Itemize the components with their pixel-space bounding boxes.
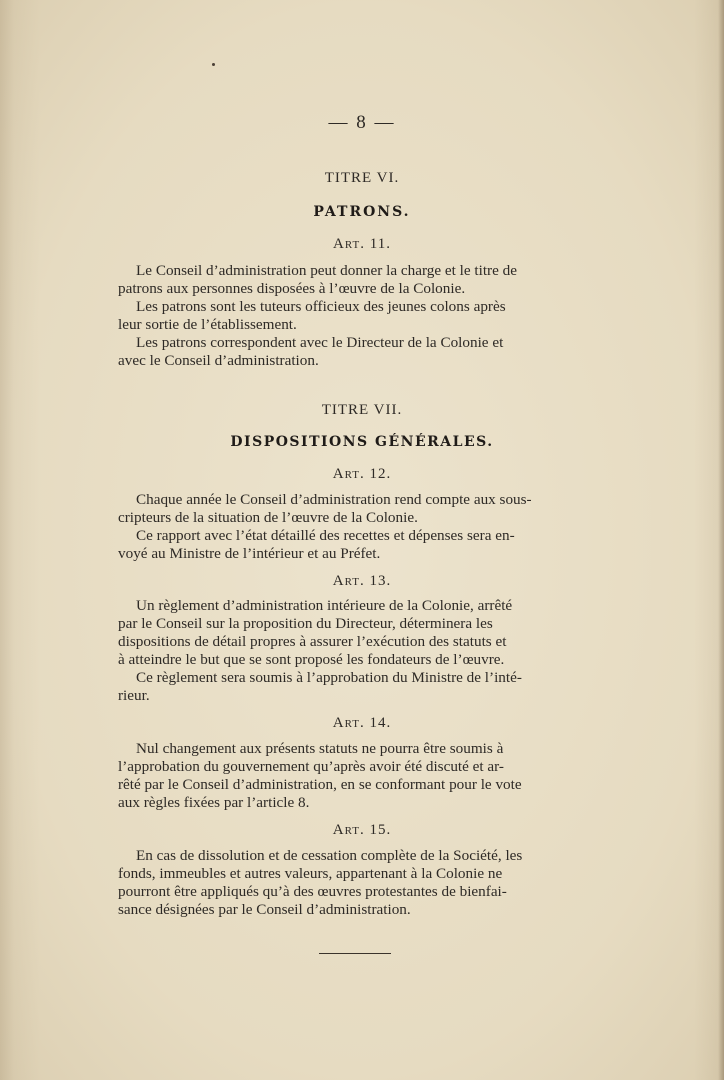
article-11-label: Art. 11.: [333, 236, 391, 252]
text-line: Nul changement aux présents statuts ne pourra être soumis à: [136, 740, 504, 757]
article-14-label: Art. 14.: [332, 715, 392, 731]
page-number: — 8 —: [328, 112, 396, 133]
text-line: dispositions de détail propres à assurer l’exécution des statuts et: [118, 633, 507, 650]
text-line: voyé au Ministre de l’intérieur et au Préfet.: [118, 545, 381, 562]
text-line: Ce rapport avec l’état détaillé des recettes et dépenses sera en-: [136, 527, 515, 544]
text-line: fonds, immeubles et autres valeurs, appartenant à la Colonie ne: [118, 865, 503, 882]
text-line: En cas de dissolution et de cessation complète de la Société, les: [136, 847, 523, 864]
titre-vii-title: TITRE VII.: [321, 402, 403, 418]
titre-vi-title: TITRE VI.: [324, 170, 400, 186]
text-line: Un règlement d’administration intérieure de la Colonie, arrêté: [136, 597, 513, 614]
article-14-text: [118, 740, 614, 812]
closing-rule: [319, 953, 391, 954]
text-line: rieur.: [118, 687, 150, 704]
ink-speck: [212, 63, 215, 66]
article-13-label: Art. 13.: [332, 573, 392, 589]
text-line: rêté par le Conseil d’administration, en se conformant pour le vote: [118, 776, 522, 793]
text-line: avec le Conseil d’administration.: [118, 352, 319, 369]
text-line: l’approbation du gouvernement qu’après avoir été discuté et ar-: [118, 758, 504, 775]
text-line: par le Conseil sur la proposition du Directeur, déterminera les: [118, 615, 493, 632]
article-11-text: [118, 262, 614, 370]
text-line: leur sortie de l’établissement.: [118, 316, 297, 333]
text-line: Les patrons sont les tuteurs officieux des jeunes colons après: [136, 298, 506, 315]
text-line: aux règles fixées par l’article 8.: [118, 794, 310, 811]
text-line: Le Conseil d’administration peut donner la charge et le titre de: [136, 262, 517, 279]
text-line: cripteurs de la situation de l’œuvre de la Colonie.: [118, 509, 418, 526]
dispositions-generales-heading: DISPOSITIONS GÉNÉRALES.: [230, 434, 494, 450]
article-12-label: Art. 12.: [332, 466, 392, 482]
article-12-text: [118, 491, 614, 563]
text-line: Les patrons correspondent avec le Directeur de la Colonie et: [136, 334, 504, 351]
article-15-text: [118, 847, 614, 919]
page-edge-shadow: [718, 0, 724, 1080]
patrons-heading: PATRONS.: [313, 204, 411, 220]
text-line: patrons aux personnes disposées à l’œuvre de la Colonie.: [118, 280, 466, 297]
text-line: sance désignées par le Conseil d’administration.: [118, 901, 411, 918]
text-line: Chaque année le Conseil d’administration rend compte aux sous-: [136, 491, 532, 508]
article-13-text: [118, 597, 614, 705]
text-line: à atteindre le but que se sont proposé les fondateurs de l’œuvre.: [118, 651, 505, 668]
article-15-label: Art. 15.: [332, 822, 392, 838]
text-line: Ce règlement sera soumis à l’approbation du Ministre de l’inté-: [136, 669, 522, 686]
text-line: pourront être appliqués qu’à des œuvres protestantes de bienfai-: [118, 883, 507, 900]
